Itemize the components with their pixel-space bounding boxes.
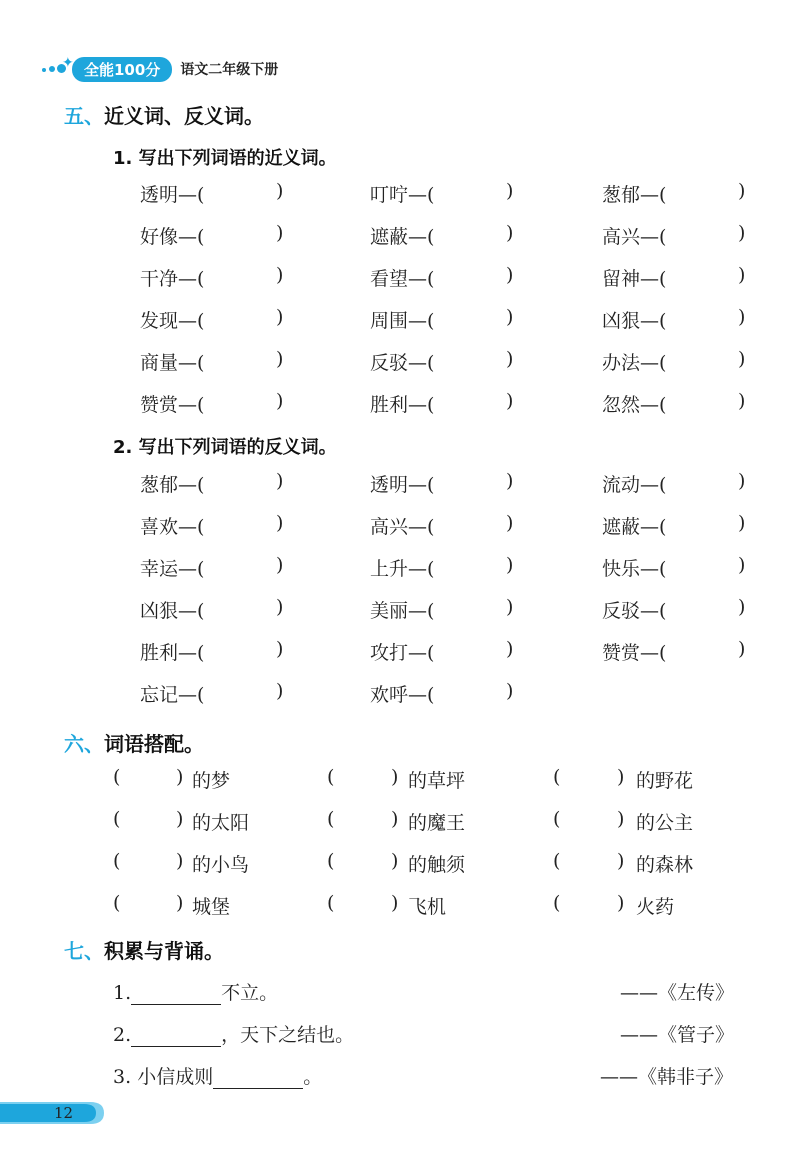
close-paren: ) (506, 180, 514, 202)
answer-blank[interactable] (442, 346, 502, 372)
match-word: 的太阳 (192, 812, 250, 834)
word-item: 赞赏—( (602, 642, 667, 664)
answer-blank[interactable] (674, 220, 734, 246)
answer-blank[interactable] (674, 178, 734, 204)
answer-blank[interactable] (212, 304, 272, 330)
word-item: 凶狠—( (602, 310, 667, 332)
close-paren: ) (176, 766, 184, 788)
match-word: 城堡 (192, 896, 231, 918)
close-paren: ) (506, 390, 514, 412)
word-item: 欢呼—( (370, 684, 435, 706)
recite-item-3: 3. 小信成则 。 (113, 1066, 323, 1088)
word-item: 流动—( (602, 474, 667, 496)
answer-blank[interactable] (125, 764, 177, 790)
word-item: 胜利—( (140, 642, 205, 664)
word-item: 高兴—( (370, 516, 435, 538)
close-paren: ) (276, 470, 284, 492)
answer-blank[interactable] (212, 388, 272, 414)
word-item: 葱郁—( (602, 184, 667, 206)
match-word: 的公主 (636, 812, 694, 834)
close-paren: ) (176, 808, 184, 830)
close-paren: ) (506, 680, 514, 702)
open-paren: ( (113, 808, 121, 830)
answer-blank[interactable] (212, 636, 272, 662)
recite-item-1: 1. 不立。 (113, 982, 279, 1004)
close-paren: ) (738, 222, 746, 244)
answer-blank[interactable] (339, 848, 391, 874)
close-paren: ) (276, 596, 284, 618)
close-paren: ) (391, 850, 399, 872)
close-paren: ) (506, 512, 514, 534)
close-paren: ) (617, 766, 625, 788)
close-paren: ) (738, 470, 746, 492)
answer-blank[interactable] (442, 510, 502, 536)
answer-blank[interactable] (674, 388, 734, 414)
recite-source-1: ——《左传》 (620, 982, 735, 1004)
answer-blank[interactable] (674, 262, 734, 288)
word-item: 周围—( (370, 310, 435, 332)
close-paren: ) (738, 306, 746, 328)
match-word: 的触须 (408, 854, 466, 876)
close-paren: ) (506, 306, 514, 328)
close-paren: ) (506, 470, 514, 492)
open-paren: ( (553, 766, 561, 788)
close-paren: ) (276, 638, 284, 660)
section-heading: 词语搭配。 (104, 732, 204, 756)
answer-blank[interactable] (442, 552, 502, 578)
match-word: 的森林 (636, 854, 694, 876)
close-paren: ) (276, 680, 284, 702)
word-item: 葱郁—( (140, 474, 205, 496)
answer-blank[interactable] (442, 468, 502, 494)
answer-blank[interactable] (442, 678, 502, 704)
close-paren: ) (391, 892, 399, 914)
word-item: 遮蔽—( (602, 516, 667, 538)
close-paren: ) (276, 554, 284, 576)
word-item: 办法—( (602, 352, 667, 374)
close-paren: ) (617, 808, 625, 830)
close-paren: ) (276, 348, 284, 370)
book-series-badge: 全能100分 (72, 57, 172, 82)
open-paren: ( (553, 892, 561, 914)
section-number: 五、 (64, 104, 104, 128)
answer-blank[interactable] (674, 552, 734, 578)
answer-blank[interactable] (212, 510, 272, 536)
answer-blank[interactable] (565, 848, 617, 874)
answer-blank[interactable] (674, 636, 734, 662)
section-number: 六、 (64, 732, 104, 756)
answer-blank[interactable] (442, 388, 502, 414)
close-paren: ) (738, 390, 746, 412)
close-paren: ) (176, 892, 184, 914)
question-1-title: 1. 写出下列词语的近义词。 (113, 148, 337, 169)
close-paren: ) (738, 512, 746, 534)
answer-blank[interactable] (212, 178, 272, 204)
answer-blank[interactable] (565, 764, 617, 790)
answer-blank[interactable] (212, 594, 272, 620)
section-5-title (64, 100, 264, 129)
match-word: 的草坪 (408, 770, 466, 792)
match-word: 的野花 (636, 770, 694, 792)
close-paren: ) (276, 512, 284, 534)
answer-blank[interactable] (212, 678, 272, 704)
answer-blank[interactable] (442, 262, 502, 288)
close-paren: ) (276, 390, 284, 412)
word-item: 凶狠—( (140, 600, 205, 622)
word-item: 幸运—( (140, 558, 205, 580)
word-item: 快乐—( (602, 558, 667, 580)
close-paren: ) (738, 348, 746, 370)
close-paren: ) (738, 264, 746, 286)
decorative-dots-icon (40, 55, 74, 82)
answer-blank[interactable] (565, 806, 617, 832)
word-item: 忽然—( (602, 394, 667, 416)
word-item: 干净—( (140, 268, 205, 290)
match-word: 火药 (636, 896, 675, 918)
close-paren: ) (276, 180, 284, 202)
answer-blank[interactable] (339, 806, 391, 832)
close-paren: ) (617, 892, 625, 914)
word-item: 胜利—( (370, 394, 435, 416)
open-paren: ( (327, 766, 335, 788)
close-paren: ) (617, 850, 625, 872)
word-item: 商量—( (140, 352, 205, 374)
match-word: 飞机 (408, 896, 447, 918)
word-item: 攻打—( (370, 642, 435, 664)
answer-blank[interactable] (339, 890, 391, 916)
word-item: 反驳—( (602, 600, 667, 622)
section-number: 七、 (64, 939, 104, 963)
answer-blank[interactable] (442, 178, 502, 204)
word-item: 透明—( (370, 474, 435, 496)
answer-blank[interactable] (212, 346, 272, 372)
match-word: 的小鸟 (192, 854, 250, 876)
word-item: 叮咛—( (370, 184, 435, 206)
answer-blank[interactable] (674, 346, 734, 372)
close-paren: ) (738, 638, 746, 660)
word-item: 反驳—( (370, 352, 435, 374)
close-paren: ) (391, 766, 399, 788)
match-word: 的魔王 (408, 812, 466, 834)
answer-blank[interactable] (131, 1004, 221, 1005)
open-paren: ( (113, 850, 121, 872)
recite-source-2: ——《管子》 (620, 1024, 735, 1046)
open-paren: ( (553, 808, 561, 830)
word-item: 透明—( (140, 184, 205, 206)
word-item: 美丽—( (370, 600, 435, 622)
answer-blank[interactable] (125, 848, 177, 874)
close-paren: ) (276, 264, 284, 286)
page-header (40, 56, 278, 82)
close-paren: ) (506, 638, 514, 660)
word-item: 看望—( (370, 268, 435, 290)
question-2-title: 2. 写出下列词语的反义词。 (113, 437, 337, 458)
section-heading: 积累与背诵。 (104, 939, 224, 963)
answer-blank[interactable] (339, 764, 391, 790)
answer-blank[interactable] (674, 304, 734, 330)
close-paren: ) (506, 348, 514, 370)
word-item: 喜欢—( (140, 516, 205, 538)
close-paren: ) (738, 596, 746, 618)
answer-blank[interactable] (125, 806, 177, 832)
answer-blank[interactable] (442, 636, 502, 662)
word-item: 高兴—( (602, 226, 667, 248)
close-paren: ) (391, 808, 399, 830)
section-heading: 近义词、反义词。 (104, 104, 264, 128)
answer-blank[interactable] (125, 890, 177, 916)
open-paren: ( (327, 850, 335, 872)
close-paren: ) (738, 180, 746, 202)
open-paren: ( (327, 808, 335, 830)
recite-source-3: ——《韩非子》 (600, 1066, 734, 1088)
answer-blank[interactable] (212, 262, 272, 288)
open-paren: ( (113, 892, 121, 914)
answer-blank[interactable] (565, 890, 617, 916)
open-paren: ( (553, 850, 561, 872)
close-paren: ) (176, 850, 184, 872)
answer-blank[interactable] (212, 468, 272, 494)
word-item: 遮蔽—( (370, 226, 435, 248)
close-paren: ) (506, 596, 514, 618)
word-item: 忘记—( (140, 684, 205, 706)
book-subtitle: 语文二年级下册 (180, 62, 279, 78)
close-paren: ) (506, 554, 514, 576)
answer-blank[interactable] (442, 304, 502, 330)
close-paren: ) (506, 222, 514, 244)
close-paren: ) (276, 222, 284, 244)
answer-blank[interactable] (674, 510, 734, 536)
answer-blank[interactable] (442, 594, 502, 620)
answer-blank[interactable] (674, 468, 734, 494)
close-paren: ) (506, 264, 514, 286)
answer-blank[interactable] (213, 1088, 303, 1089)
word-item: 留神—( (602, 268, 667, 290)
answer-blank[interactable] (212, 552, 272, 578)
section-6-title (64, 728, 204, 757)
star-icon: ✦ (62, 55, 74, 71)
match-word: 的梦 (192, 770, 231, 792)
word-item: 发现—( (140, 310, 205, 332)
open-paren: ( (327, 892, 335, 914)
close-paren: ) (276, 306, 284, 328)
answer-blank[interactable] (131, 1046, 221, 1047)
close-paren: ) (738, 554, 746, 576)
word-item: 赞赏—( (140, 394, 205, 416)
word-item: 上升—( (370, 558, 435, 580)
page-number: 12 (54, 1104, 74, 1122)
answer-blank[interactable] (442, 220, 502, 246)
answer-blank[interactable] (212, 220, 272, 246)
word-item: 好像—( (140, 226, 205, 248)
section-7-title (64, 935, 224, 964)
recite-item-2: 2. ，天下之结也。 (113, 1024, 355, 1046)
open-paren: ( (113, 766, 121, 788)
answer-blank[interactable] (674, 594, 734, 620)
